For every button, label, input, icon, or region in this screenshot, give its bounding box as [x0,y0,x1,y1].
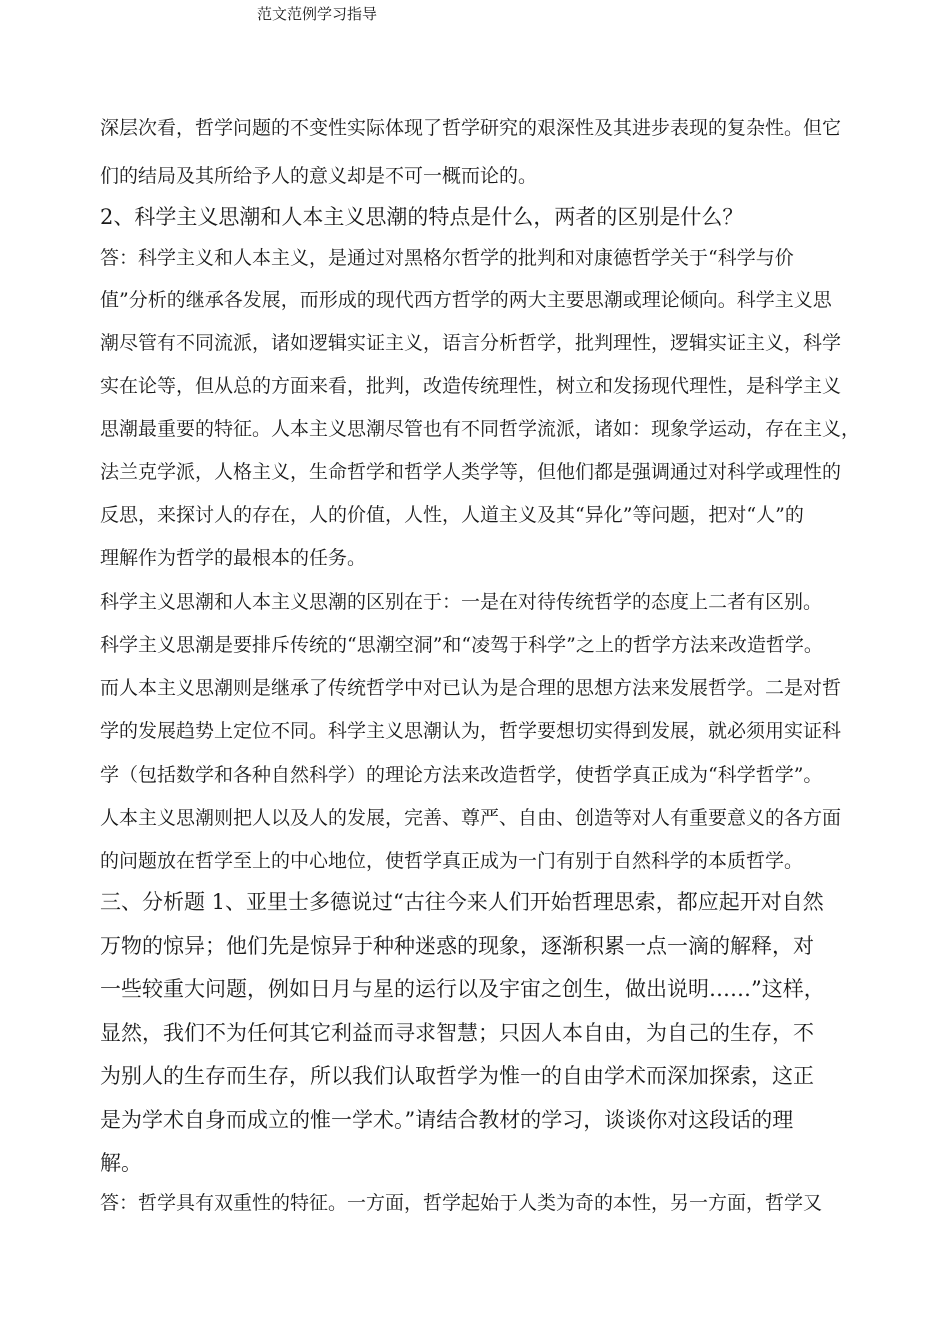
text-line: 潮尽管有不同流派，诸如逻辑实证主义，语言分析哲学，批判理性，逻辑实证主义，科学 [100,332,842,354]
text-line: 科学主义思潮和人本主义思潮的区别在于：一是在对待传统哲学的态度上二者有区别。 [100,591,823,613]
text-line: 解。 [100,1151,142,1175]
text-line: 答：哲学具有双重性的特征。一方面，哲学起始于人类为奇的本性，另一方面，哲学又 [100,1192,823,1214]
text-line: 而人本主义思潮则是继承了传统哲学中对已认为是合理的思想方法来发展哲学。二是对哲 [100,677,842,699]
text-line: 为别人的生存而生存，所以我们认取哲学为惟一的自由学术而深加探索，这正 [100,1064,814,1088]
text-line: 人本主义思潮则把人以及人的发展，完善、尊严、自由、创造等对人有重要意义的各方面 [100,807,842,829]
text-line: 的问题放在哲学至上的中心地位，使哲学真正成为一门有别于自然科学的本质哲学。 [100,850,804,872]
text-line: 科学主义思潮是要排斥传统的“思潮空洞”和“凌驾于科学”之上的哲学方法来改造哲学。 [100,634,823,656]
page-header: 范文范例学习指导 [257,5,378,23]
text-line: 一些较重大问题，例如日月与星的运行以及宇宙之创生，做出说明……”这样， [100,977,825,1001]
text-line: 学（包括数学和各种自然科学）的理论方法来改造哲学，使哲学真正成为“科学哲学”。 [100,764,823,786]
text-line: 理解作为哲学的最根本的任务。 [100,547,367,569]
question-heading: 2、科学主义思潮和人本主义思潮的特点是什么，两者的区别是什么？ [100,205,744,229]
text-line: 显然，我们不为任何其它利益而寻求智慧；只因人本自由，为自己的生存，不 [100,1021,814,1045]
text-line: 思潮最重要的特征。人本主义思潮尽管也有不同哲学流派，诸如：现象学运动，存在主义， [100,418,861,440]
text-line: 法兰克学派，人格主义，生命哲学和哲学人类学等，但他们都是强调通过对科学或理性的 [100,461,842,483]
text-line: 学的发展趋势上定位不同。科学主义思潮认为，哲学要想切实得到发展，就必须用实证科 [100,720,842,742]
text-line: 答：科学主义和人本主义，是通过对黑格尔哲学的批判和对康德哲学关于“科学与价 [100,247,794,269]
text-line: 值”分析的继承各发展，而形成的现代西方哲学的两大主要思潮或理论倾向。科学主义思 [100,289,832,311]
text-line: 反思，来探讨人的存在，人的价值，人性，人道主义及其“异化”等问题，把对“人”的 [100,504,804,526]
text-line: 们的结局及其所给予人的意义却是不可一概而论的。 [100,165,538,187]
text-line: 深层次看，哲学问题的不变性实际体现了哲学研究的艰深性及其进步表现的复杂性。但它 [100,117,842,139]
text-line: 是为学术自身而成立的惟一学术。”请结合教材的学习，谈谈你对这段话的理 [100,1108,794,1132]
text-line: 实在论等，但从总的方面来看，批判，改造传统理性，树立和发扬现代理性，是科学主义 [100,375,842,397]
analysis-heading: 三、分析题 1、亚里士多德说过“古往今来人们开始哲理思索，都应起开对自然 [100,890,824,914]
text-line: 万物的惊异；他们先是惊异于种种迷惑的现象，逐渐积累一点一滴的解释，对 [100,934,814,958]
